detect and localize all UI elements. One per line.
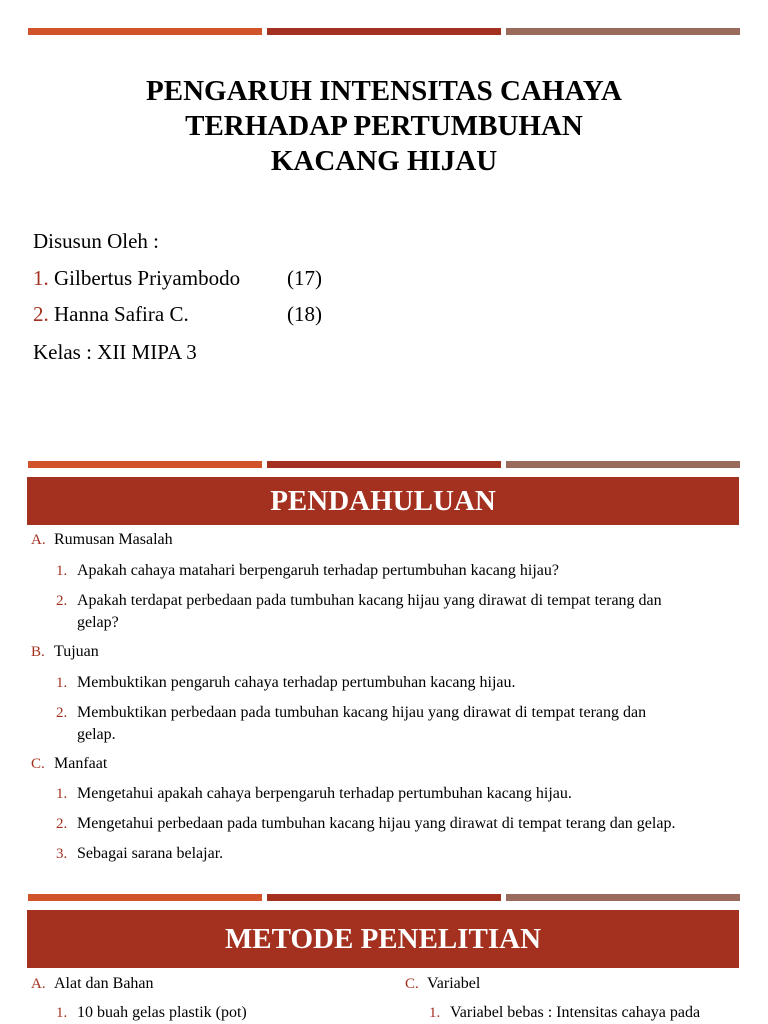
item-number: 1. [429,1005,441,1021]
list-item: Variabel bebas : Intensitas cahaya pada [450,1004,701,1021]
author-name: Hanna Safira C. [54,302,189,326]
authors-heading: Disusun Oleh : [33,229,159,253]
list-item: Mengetahui perbedaan pada tumbuhan kacang hijau yang dirawat di tempat terang dan gelap. [77,815,676,832]
author-number: 2. [33,302,49,326]
title-line-3: KACANG HIJAU [270,145,498,177]
section-letter: C. [405,976,419,992]
author-item [33,266,322,291]
list-item: Membuktikan perbedaan pada tumbuhan kacang hijau yang dirawat di tempat terang dan [77,704,647,721]
section-letter: B. [31,644,45,660]
author-item [33,302,322,327]
decor-bars-middle [28,461,740,468]
list-item: Sebagai sarana belajar. [77,845,224,862]
pendahuluan-heading: PENDAHULUAN [27,477,739,525]
list-item: Apakah cahaya matahari berpengaruh terhadap pertumbuhan kacang hijau? [77,562,559,579]
section-title: Rumusan Masalah [54,531,173,548]
list-item: 10 buah gelas plastik (pot) [77,1004,247,1021]
title-line-2: TERHADAP PERTUMBUHAN [185,110,583,142]
author-absence-number: (18) [287,302,322,326]
item-number: 3. [56,846,68,862]
section-title: Alat dan Bahan [54,975,154,992]
item-number: 2. [56,593,68,609]
list-item: Apakah terdapat perbedaan pada tumbuhan kacang hijau yang dirawat di tempat terang dan [77,592,662,609]
title-line-1: PENGARUH INTENSITAS CAHAYA [146,75,622,107]
item-number: 1. [56,1005,68,1021]
section-title: Tujuan [54,643,99,660]
author-absence-number: (17) [287,266,322,290]
list-item: Mengetahui apakah cahaya berpengaruh terhadap pertumbuhan kacang hijau. [77,785,572,802]
item-number: 1. [56,675,68,691]
item-number: 1. [56,563,68,579]
item-number: 1. [56,786,68,802]
item-number: 2. [56,816,68,832]
list-item-continuation: gelap. [77,726,116,743]
metode-heading: METODE PENELITIAN [27,910,739,968]
section-letter: A. [31,976,46,992]
item-number: 2. [56,705,68,721]
author-name: Gilbertus Priyambodo [54,266,241,290]
list-item: Membuktikan pengaruh cahaya terhadap pertumbuhan kacang hijau. [77,674,516,691]
decor-bars-top [28,28,740,35]
section-letter: C. [31,756,45,772]
section-title: Manfaat [54,755,108,772]
section-letter: A. [31,532,46,548]
class-label: Kelas : XII MIPA 3 [33,340,197,364]
slide-title [28,74,740,179]
author-number: 1. [33,266,49,290]
list-item-continuation: gelap? [77,614,119,631]
decor-bars-bottom [28,894,740,901]
section-title: Variabel [427,975,481,992]
